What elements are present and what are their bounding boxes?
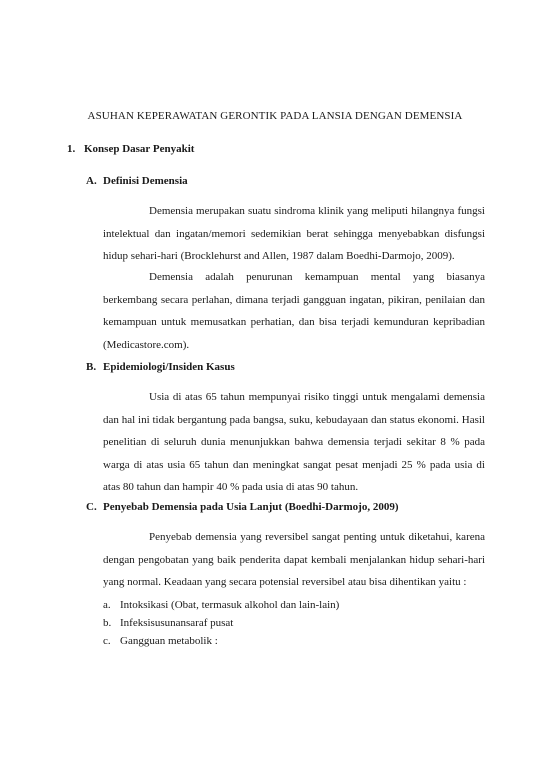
list-item [103, 596, 339, 614]
section-title: Konsep Dasar Penyakit [84, 143, 195, 155]
subsection-heading-c [86, 501, 398, 513]
subsection-title: Definisi Demensia [103, 175, 188, 187]
section-number: 1. [67, 143, 76, 155]
paragraph-definisi-2: Demensia adalah penurunan kemampuan mental yang biasanya berkembang secara perlahan, dimana terjadi gangguan ingatan, pikiran, penilaian dan kemampuan untuk memusatkan perhatian, dan bisa terjadi kemunduran kepribadian (Medicastore.com). [103, 271, 485, 351]
subsection-letter: B. [86, 361, 97, 373]
list-item-text: Intoksikasi (Obat, termasuk alkohol dan lain-lain) [120, 599, 340, 611]
subsection-heading-b [86, 361, 235, 373]
list-marker: a. [103, 599, 111, 611]
cause-list [103, 596, 339, 650]
paragraph-definisi-1: Demensia merupakan suatu sindroma klinik yang meliputi hilangnya fungsi intelektual dan ingatan/memori sedemikian berat sehingga menyebabkan disfungsi hidup sehari-hari (Brocklehurst and Allen, 1987 dalam Boedhi-Darmojo, 2009). [103, 205, 485, 262]
document-title: ASUHAN KEPERAWATAN GERONTIK PADA LANSIA DENGAN DEMENSIA [87, 110, 463, 122]
subsection-title: Penyebab Demensia pada Usia Lanjut (Boedhi-Darmojo, 2009) [103, 501, 399, 513]
subsection-heading-a [86, 175, 188, 187]
list-item [103, 614, 339, 632]
paragraph-epidemiologi: Usia di atas 65 tahun mempunyai risiko tinggi untuk mengalami demensia dan hal ini tidak bergantung pada bangsa, suku, kebudayaan dan status ekonomi. Hasil penelitian di seluruh dunia menunjukkan bahwa demensia terjadi sekitar 8 % pada warga di atas usia 65 tahun dan meningkat sangat pesat menjadi 25 % pada usia di atas 80 tahun dan hampir 40 % pada usia di atas 90 tahun. [103, 391, 485, 493]
list-marker: c. [103, 635, 111, 647]
list-item-text: Infeksisusunansaraf pusat [120, 617, 234, 629]
list-item [103, 632, 339, 650]
subsection-letter: C. [86, 501, 97, 513]
list-marker: b. [103, 617, 112, 629]
subsection-title: Epidemiologi/Insiden Kasus [103, 361, 235, 373]
paragraph-penyebab: Penyebab demensia yang reversibel sangat penting untuk diketahui, karena dengan pengobatan yang baik penderita dapat kembali menjalankan hidup sehari-hari yang normal. Keadaan yang secara potensial reversibel atau bisa dihentikan yaitu : [103, 531, 485, 588]
section-heading-1 [67, 143, 194, 155]
list-item-text: Gangguan metabolik : [120, 635, 218, 647]
subsection-letter: A. [86, 175, 97, 187]
